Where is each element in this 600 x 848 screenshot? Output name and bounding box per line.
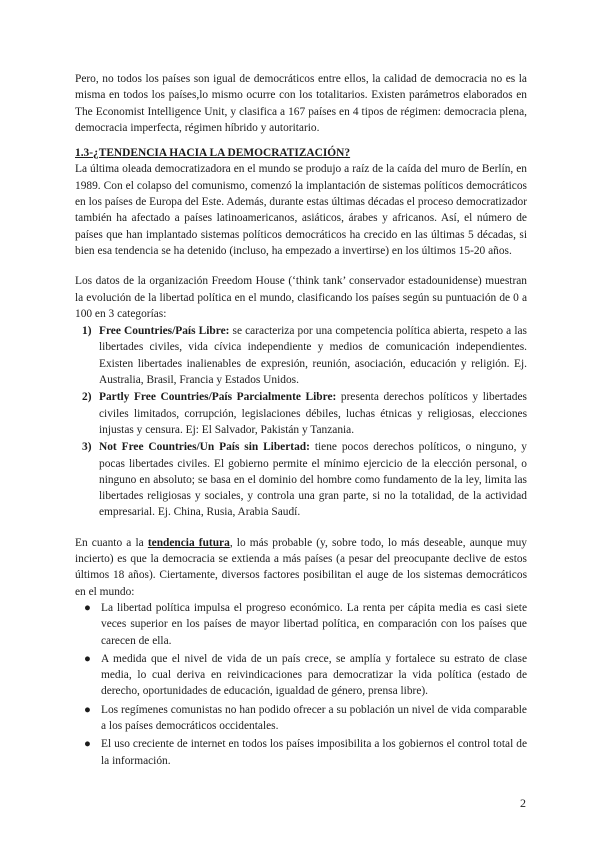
list-item — [75, 651, 527, 700]
factors-list — [75, 600, 527, 769]
freedom-house-paragraph: Los datos de la organización Freedom House (‘think tank’ conservador estadounidense) muestran la evolución de la libertad política en el mundo, clasificando los países según su puntuación de 0 a 100 en 3 categorías: — [75, 275, 527, 320]
factor-text: A medida que el nivel de vida de un país crece, se amplía y fortalece su estrato de clase media, lo cual deriva en reivindicaciones para democratizar la vida política (estado de derecho, oportunidades de educación, igualdad de género, prensa libre). — [101, 652, 527, 698]
future-trend-term: tendencia futura — [147, 536, 230, 549]
factor-text: La libertad política impulsa el progreso económico. La renta per cápita media es casi siete veces superior en los países de mayor libertad política, en comparación con los países que carecen de ella. — [101, 601, 527, 647]
factor-text: Los regímenes comunistas no han podido ofrecer a su población un nivel de vida comparable a los países democráticos occidentales. — [101, 703, 527, 732]
category-item-not-free — [75, 439, 527, 520]
future-trend-paragraph — [75, 535, 527, 600]
category-number: 2) — [82, 391, 92, 404]
category-number: 3) — [82, 441, 92, 454]
category-name: Free Countries/País Libre: — [99, 325, 230, 338]
category-name: Partly Free Countries/País Parcialmente Libre: — [99, 391, 337, 404]
freedom-categories-list — [75, 323, 527, 521]
factor-text: El uso creciente de internet en todos los países imposibilita a los gobiernos el control total de la información. — [101, 738, 527, 767]
democratization-paragraph: La última oleada democratizadora en el mundo se produjo a raíz de la caída del muro de Berlín, en 1989. Con el colapso del comunismo, comenzó la implantación de sistemas políticos democráticos en los países de Europa del Este. Además, durante estas últimas décadas el proceso democratizador también ha afectado a países latinoamericanos, asiáticos, árabes y africanos. Así, el número de países que han implantado sistemas políticos democráticos ha crecido en las últimas 5 décadas, si bien esa tendencia se ha detenido (incluso, ha empezado a invertirse) en los últimos 15-20 años. — [75, 163, 527, 257]
future-trend-lead: En cuanto a la — [75, 536, 148, 549]
document-body — [75, 71, 527, 771]
bullet-icon: ● — [84, 738, 91, 751]
category-item-partly-free — [75, 389, 527, 438]
category-description: se caracteriza por una competencia política abierta, respeto a las libertades civiles, vida cívica independiente y medios de comunicación independientes. Existen libertades inalienables de expresión, reunión, asociación, educación y religión. Ej. Australia, Brasil, Francia y Estados Unidos. — [99, 325, 527, 387]
intro-paragraph: Pero, no todos los países son igual de democráticos entre ellos, la calidad de democracia no es la misma en todos los países,lo mismo ocurre con los totalitarios. Existen parámetros elaborados en The Economist Intelligence Unit, y clasifica a 167 países en 4 tipos de régimen: democracia plena, democracia imperfecta, régimen híbrido y autoritario. — [75, 73, 527, 134]
section-heading: 1.3-¿TENDENCIA HACIA LA DEMOCRATIZACIÓN? — [75, 147, 351, 160]
bullet-icon: ● — [84, 703, 91, 716]
list-item — [75, 736, 527, 769]
category-number: 1) — [82, 325, 92, 338]
category-description: presenta derechos políticos y libertades civiles limitados, corrupción, legislaciones débiles, luchas étnicas y religiosas, elecciones injustas y censura. Ej: El Salvador, Pakistán y Tanzania. — [99, 391, 527, 436]
bullet-icon: ● — [84, 652, 91, 665]
list-item — [75, 600, 527, 649]
category-description: tiene pocos derechos políticos, o ninguno, y pocas libertades civiles. El gobierno permite el mínimo ejercicio de la elección personal, o ninguno en absoluto; se basa en el dominio del hombre como fundamento de la ley, limita las libertades religiosas y sociales, y controla una gran parte, si no la totalidad, de la actividad empresarial. Ej. China, Rusia, Arabia Saudí. — [99, 441, 528, 519]
future-trend-rest: , lo más probable (y, sobre todo, lo más deseable, aunque muy incierto) es que la democracia se extienda a más países (a pesar del preocupante declive de estos últimos 18 años). Ciertamente, diversos factores posibilitan el auge de los sistemas democráticos en el mundo: — [75, 536, 527, 598]
category-item-free — [75, 323, 527, 388]
bullet-icon: ● — [84, 601, 91, 614]
list-item — [75, 702, 527, 735]
category-name: Not Free Countries/Un País sin Libertad: — [99, 441, 310, 454]
page-number: 2 — [520, 796, 526, 810]
